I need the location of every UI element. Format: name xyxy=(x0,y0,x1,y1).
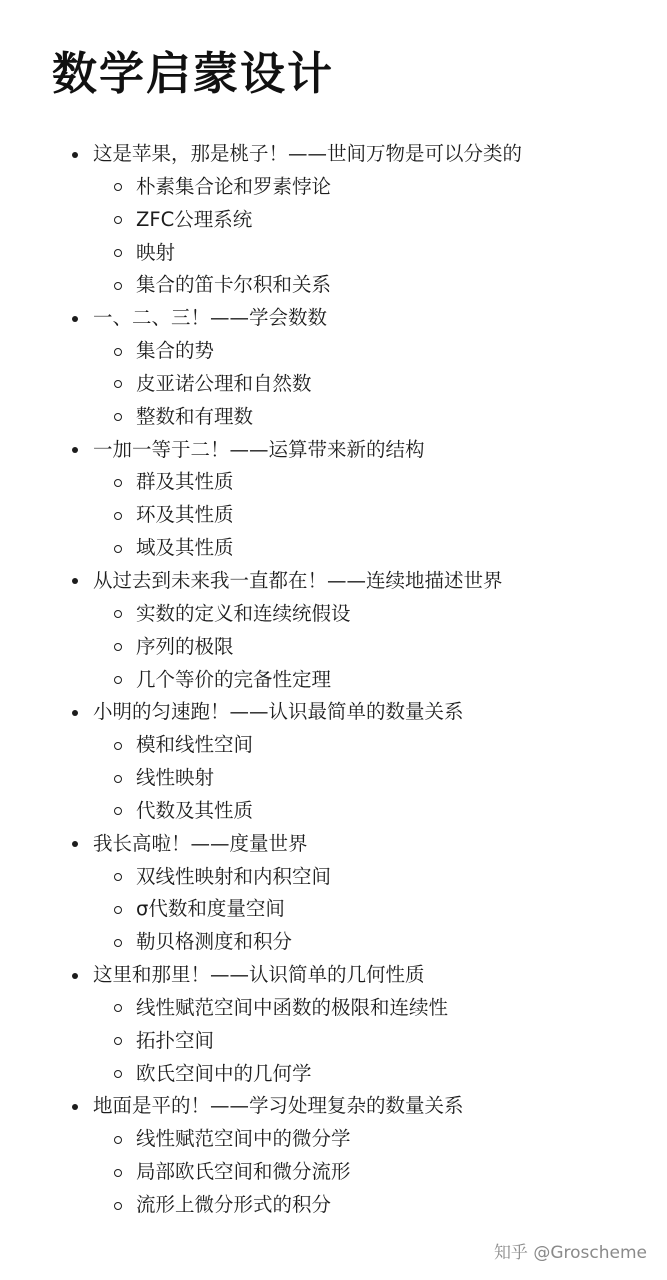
section-item: 流形上微分形式的积分 xyxy=(0,1189,667,1222)
section-item: ZFC公理系统 xyxy=(0,204,667,237)
watermark: 知乎 @Groscheme xyxy=(493,1243,647,1263)
section-item: 欧氏空间中的几何学 xyxy=(0,1058,667,1091)
section-item: σ代数和度量空间 xyxy=(0,893,667,926)
section-item: 双线性映射和内积空间 xyxy=(0,861,667,894)
section-item: 域及其性质 xyxy=(0,532,667,565)
section-item: 集合的笛卡尔积和关系 xyxy=(0,269,667,302)
section-heading: 这是苹果，那是桃子！——世间万物是可以分类的 xyxy=(0,138,667,171)
section-item: 实数的定义和连续统假设 xyxy=(0,598,667,631)
section-item: 线性赋范空间中的微分学 xyxy=(0,1123,667,1156)
section-heading: 这里和那里！——认识简单的几何性质 xyxy=(0,959,667,992)
section-item: 勒贝格测度和积分 xyxy=(0,926,667,959)
section-item: 整数和有理数 xyxy=(0,401,667,434)
section-heading: 一、二、三！——学会数数 xyxy=(0,302,667,335)
section-heading: 小明的匀速跑！——认识最简单的数量关系 xyxy=(0,696,667,729)
section-heading: 地面是平的！——学习处理复杂的数量关系 xyxy=(0,1090,667,1123)
section-heading: 从过去到未来我一直都在！——连续地描述世界 xyxy=(0,565,667,598)
section-item: 环及其性质 xyxy=(0,499,667,532)
page-title: 数学启蒙设计 xyxy=(52,47,335,100)
section-item: 映射 xyxy=(0,237,667,270)
section-item: 线性赋范空间中函数的极限和连续性 xyxy=(0,992,667,1025)
section-item: 局部欧氏空间和微分流形 xyxy=(0,1156,667,1189)
section-heading: 我长高啦！——度量世界 xyxy=(0,828,667,861)
section-item: 几个等价的完备性定理 xyxy=(0,664,667,697)
section-item: 群及其性质 xyxy=(0,466,667,499)
section-item: 拓扑空间 xyxy=(0,1025,667,1058)
section-item: 代数及其性质 xyxy=(0,795,667,828)
section-item: 皮亚诺公理和自然数 xyxy=(0,368,667,401)
section-item: 线性映射 xyxy=(0,762,667,795)
section-item: 模和线性空间 xyxy=(0,729,667,762)
section-item: 序列的极限 xyxy=(0,631,667,664)
section-item: 集合的势 xyxy=(0,335,667,368)
section-heading: 一加一等于二！——运算带来新的结构 xyxy=(0,434,667,467)
section-item: 朴素集合论和罗素悖论 xyxy=(0,171,667,204)
outline-list xyxy=(0,138,667,1222)
